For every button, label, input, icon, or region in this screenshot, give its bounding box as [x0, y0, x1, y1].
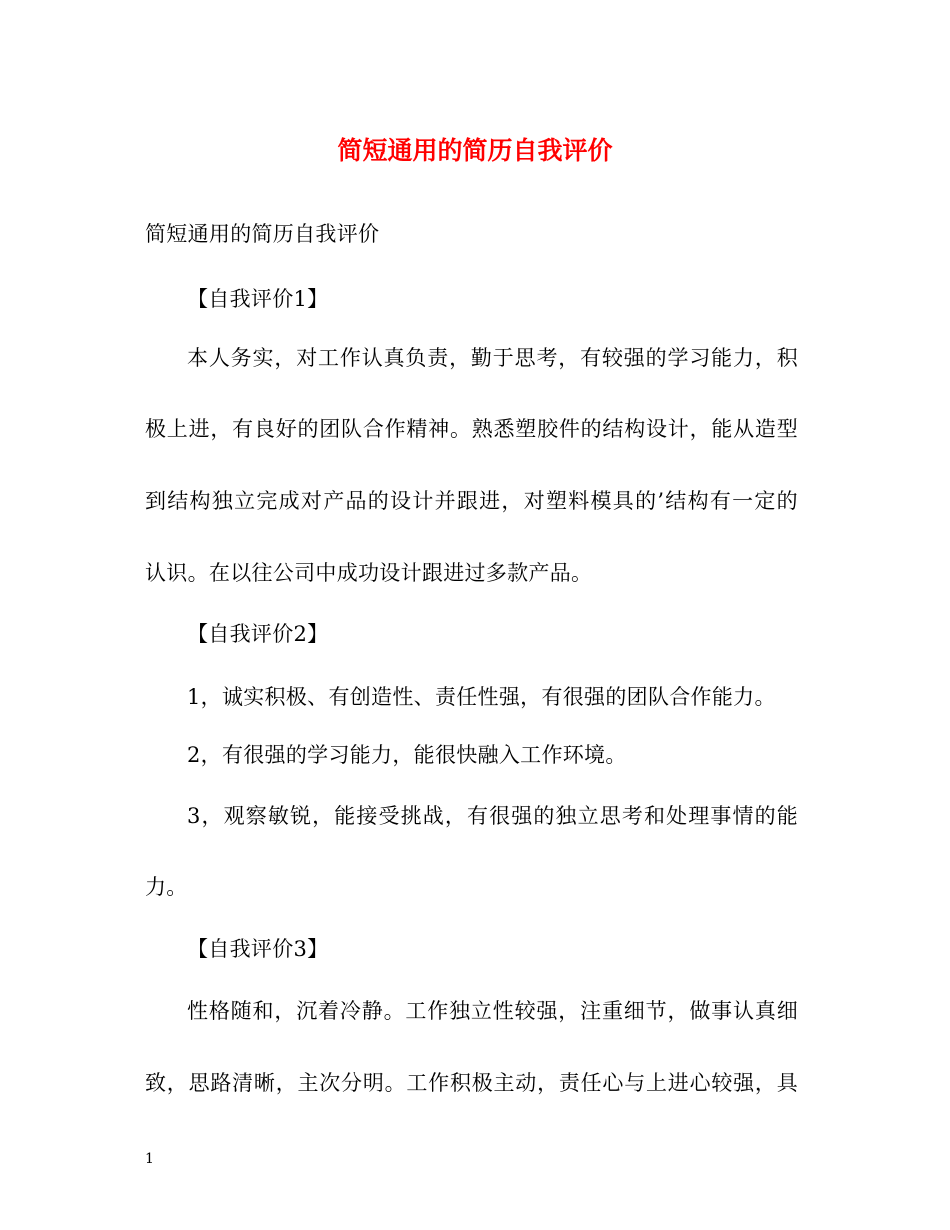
section-heading-1: 【自我评价1】 — [187, 287, 329, 311]
paragraph-line: 性格随和，沉着冷静。工作独立性较强，注重细节，做事认真细 — [187, 999, 798, 1023]
section-heading-3: 【自我评价3】 — [187, 937, 329, 961]
list-item: 2，有很强的学习能力，能很快融入工作环境。 — [187, 743, 627, 767]
list-item: 3，观察敏锐，能接受挑战，有很强的独立思考和处理事情的能 — [187, 804, 798, 828]
paragraph-line: 到结构独立完成对产品的设计并跟进，对塑料模具的’结构有一定的 — [145, 489, 798, 513]
paragraph-line: 极上进，有良好的团队合作精神。熟悉塑胶件的结构设计，能从造型 — [145, 417, 798, 441]
paragraph-line: 力。 — [145, 875, 188, 899]
paragraph-line: 认识。在以往公司中成功设计跟进过多款产品。 — [145, 561, 593, 585]
paragraph-line: 本人务实，对工作认真负责，勤于思考，有较强的学习能力，积 — [187, 346, 798, 370]
page-number: 1 — [145, 1151, 154, 1167]
paragraph-line: 致，思路清晰，主次分明。工作积极主动，责任心与上进心较强，具 — [145, 1071, 798, 1095]
document-title: 简短通用的简历自我评价 — [337, 136, 613, 165]
section-heading-2: 【自我评价2】 — [187, 622, 329, 646]
subtitle-line: 简短通用的简历自我评价 — [145, 222, 380, 246]
list-item: 1，诚实积极、有创造性、责任性强，有很强的团队合作能力。 — [187, 685, 776, 709]
